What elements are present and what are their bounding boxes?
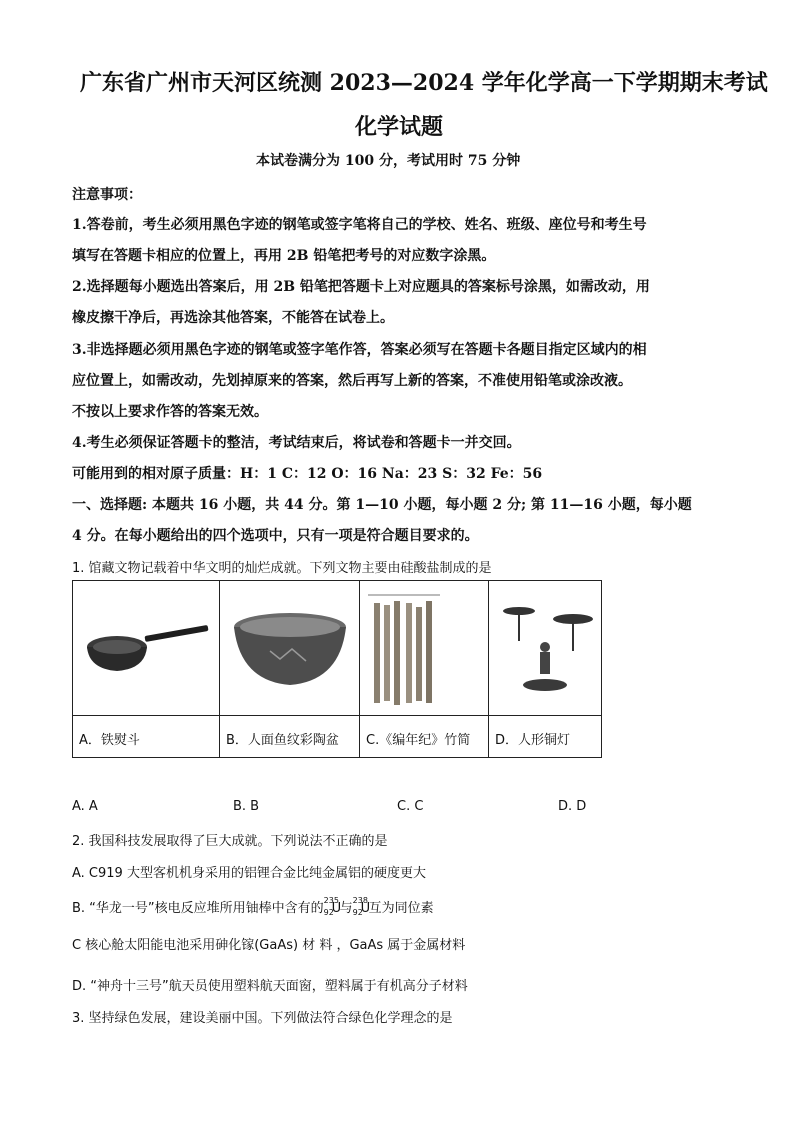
option-b-text: B. “华龙一号”核电反应堆所用铀棒中含有的 — [72, 901, 324, 916]
option-b-suffix: 互为同位素 — [368, 901, 434, 916]
notice-line: 4.考生必须保证答题卡的整洁，考试结束后，将试卷和答题卡一并交回。 — [72, 435, 521, 451]
caption-text: A．铁熨斗 — [79, 733, 140, 748]
notice-line: 橡皮擦干净后，再选涂其他答案，不能答在试卷上。 — [72, 310, 394, 326]
question-3-stem: 3. 坚持绿色发展，建设美丽中国。下列做法符合绿色化学理念的是 — [72, 1011, 453, 1026]
option-d: D. D — [558, 799, 587, 814]
atomic-number: 92 — [352, 907, 363, 917]
isotope-u235 — [323, 895, 342, 917]
option-b: B. B — [233, 799, 260, 814]
caption-b — [220, 716, 360, 757]
question-2-stem: 2. 我国科技发展取得了巨大成就。下列说法不正确的是 — [72, 834, 388, 849]
pottery-basin-image — [220, 581, 360, 716]
caption-c — [360, 716, 489, 757]
element-symbol: U — [360, 900, 371, 916]
section-intro: 一、选择题: 本题共 16 小题，共 44 分。第 1—10 小题，每小题 2 分; 第 11—16 小题，每小题 — [72, 497, 692, 513]
exam-subtitle: 化学试题 — [355, 114, 444, 140]
notice-line: 2.选择题每小题选出答案后，用 2B 铅笔把答题卡上对应题具的答案标号涂黑，如需改动，用 — [72, 279, 650, 295]
option-c: C. C — [397, 799, 424, 814]
isotope-u238 — [352, 895, 371, 917]
option-a: A. A — [72, 799, 98, 814]
caption-text: C.《编年纪》竹简 — [366, 733, 471, 748]
option-b-connector: 与 — [339, 901, 353, 916]
notice-line: 3.非选择题必须用黑色字迹的钢笔或签字笔作答，答案必须写在答题卡各题目指定区域内的相 — [72, 342, 647, 358]
question-1-stem: 1. 馆藏文物记载着中华文明的灿烂成就。下列文物主要由硅酸盐制成的是 — [72, 561, 492, 576]
exam-title: 广东省广州市天河区统测 2023—2024 学年化学高一下学期期末考试 — [80, 70, 768, 96]
mass-number: 235 — [323, 895, 339, 905]
atomic-number: 92 — [323, 907, 334, 917]
question-2-option-a: A. C919 大型客机机身采用的铝锂合金比纯金属铝的硬度更大 — [72, 866, 426, 881]
caption-text: B．人面鱼纹彩陶盆 — [226, 733, 339, 748]
section-intro: 4 分。在每小题给出的四个选项中，只有一项是符合题目要求的。 — [72, 528, 479, 544]
iron-iron-image — [73, 581, 220, 716]
atomic-masses: 可能用到的相对原子质量：H：1 C：12 O：16 Na：23 S：32 Fe：56 — [72, 466, 543, 482]
exam-info: 本试卷满分为 100 分，考试用时 75 分钟 — [256, 153, 521, 169]
caption-d — [489, 716, 601, 757]
notice-line: 1.答卷前，考生必须用黑色字迹的钢笔或签字笔将自己的学校、姓名、班级、座位号和考生号 — [72, 217, 647, 233]
question-2-option-d: D. “神舟十三号”航天员使用塑料航天面窗，塑料属于有机高分子材料 — [72, 979, 468, 994]
question-2-option-b — [72, 897, 434, 916]
notice-line: 填写在答题卡相应的位置上，再用 2B 铅笔把考号的对应数字涂黑。 — [72, 248, 496, 264]
mass-number: 238 — [352, 895, 368, 905]
bamboo-slips-image — [360, 581, 489, 716]
bronze-lamp-image — [489, 581, 601, 716]
question-2-option-c: C 核心舱太阳能电池采用砷化镓(GaAs) 材 料 ，GaAs 属于金属材料 — [72, 938, 466, 953]
notice-heading: 注意事项： — [72, 187, 142, 203]
notice-line: 应位置上，如需改动，先划掉原来的答案，然后再写上新的答案，不准使用铅笔或涂改液。 — [72, 373, 632, 389]
caption-a — [73, 716, 220, 757]
notice-line: 不按以上要求作答的答案无效。 — [72, 404, 268, 420]
artifact-table — [72, 580, 602, 758]
element-symbol: U — [331, 900, 342, 916]
caption-text: D．人形铜灯 — [495, 733, 571, 748]
